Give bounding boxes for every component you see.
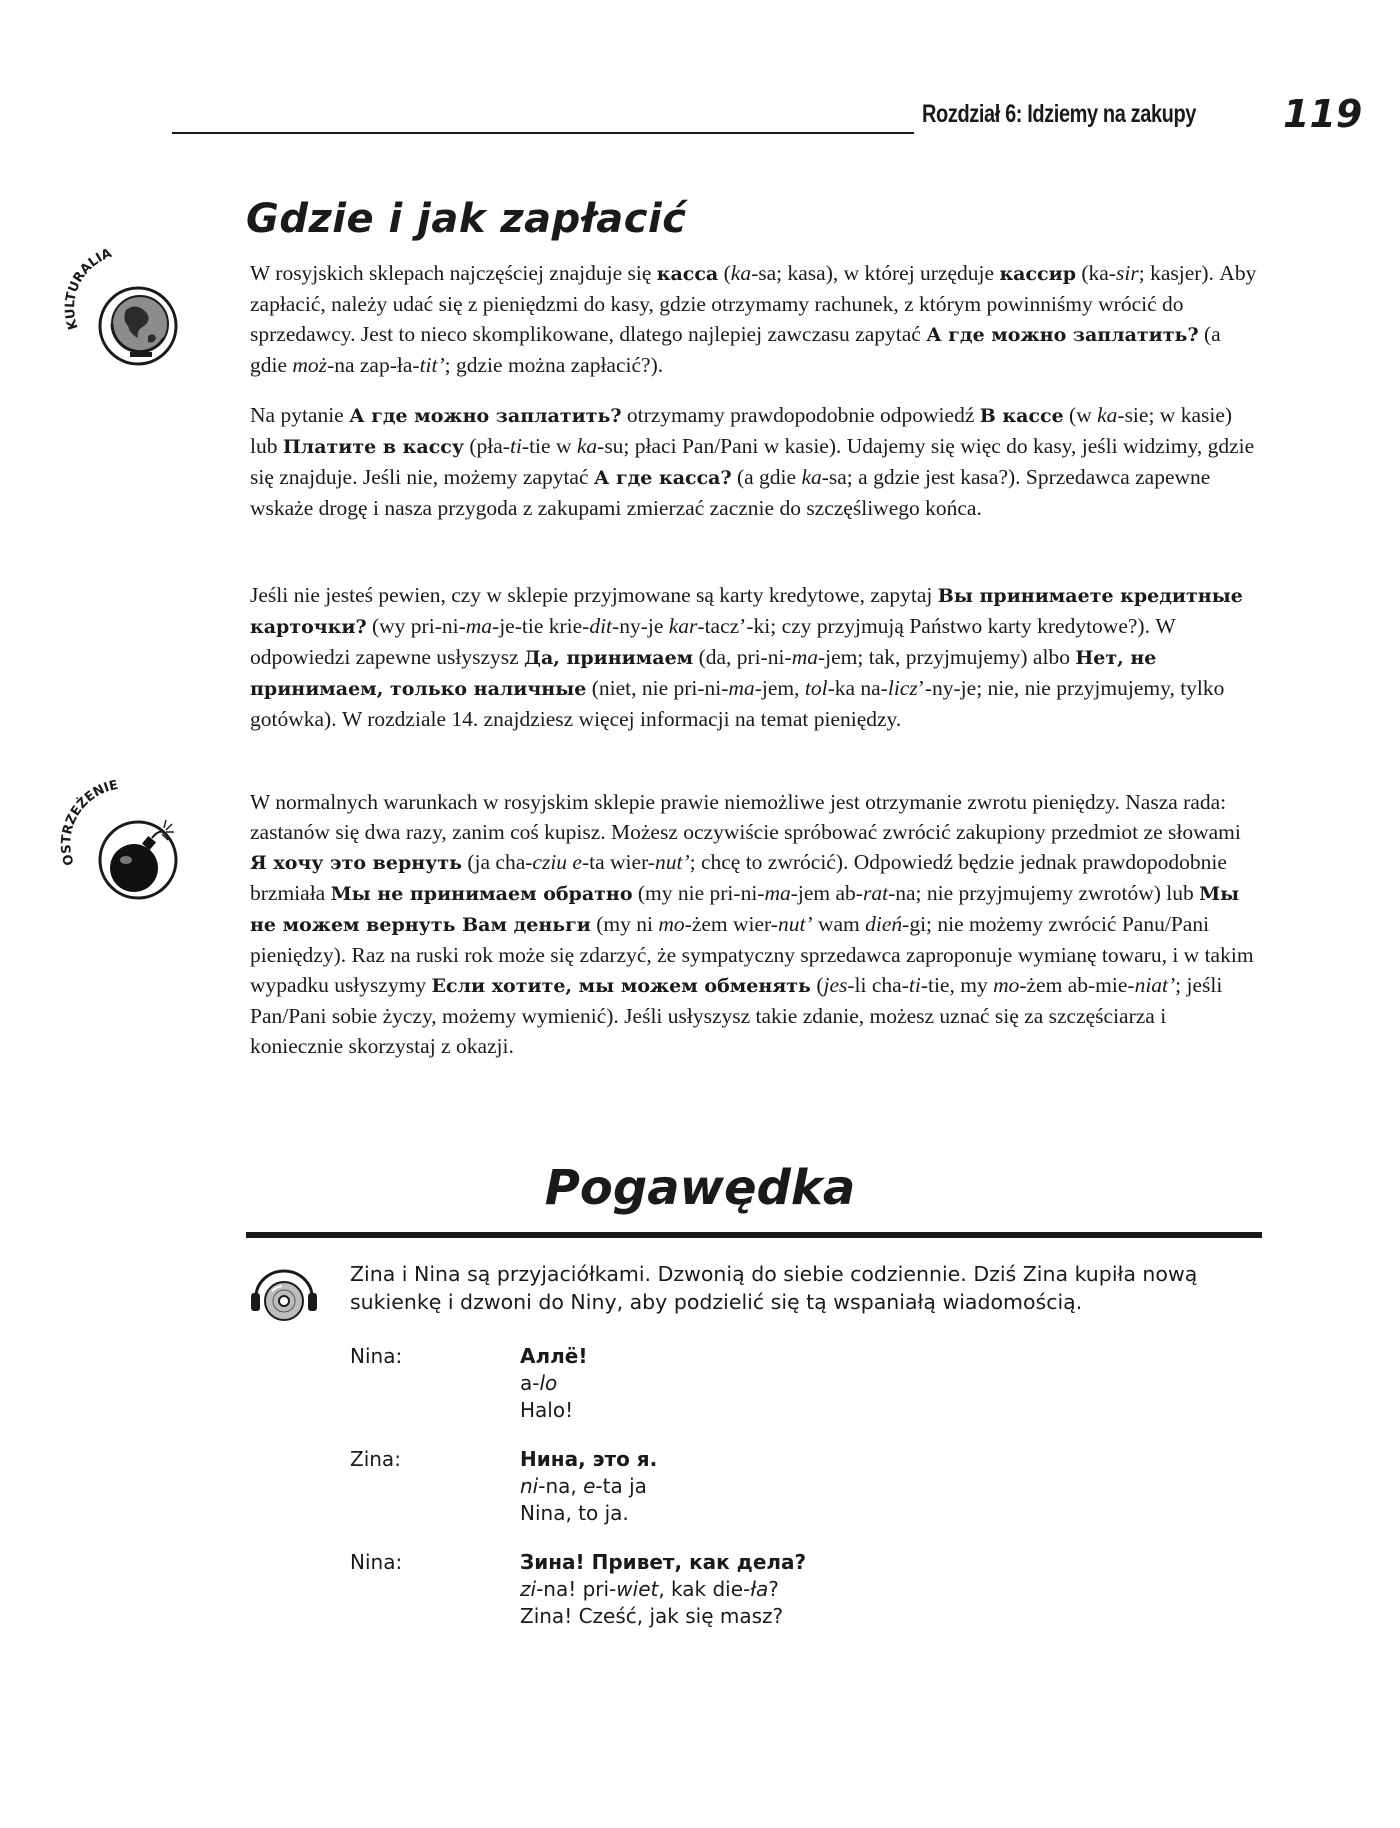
russian-term: Я хочу это вернуть bbox=[250, 852, 462, 874]
page-number: 119 bbox=[1283, 92, 1363, 136]
translation: Nina, to ja. bbox=[520, 1501, 629, 1525]
paragraph-credit-cards: Jeśli nie jesteś pewien, czy w sklepie przyjmowane są karty kredytowe, zapytaj Вы принимаете кредитные карточки? (wy pri-ni-ma-je-tie krie-dit-ny-je kar-tacz’-ki; czy przyjmują Państwo karty kredytowe?). W odpowiedzi zapewne usłyszysz Да, принимаем (da, pri-ni-ma-jem; tak, przyjmujemy) albo Нет, не принимаем, только наличные (niet, nie pri-ni-ma-jem, tol-ka na-licz’-ny-je; nie, nie przyjmujemy, tylko gotówka). W rozdziale 14. znajdziesz więcej informacji na temat pieniędzy. bbox=[250, 583, 1243, 731]
paragraph-where-to-pay: Na pytanie А где можно заплатить? otrzymamy prawdopodobnie odpowiedź В кассе (w ka-sie; w kasie) lub Платите в кассу (pła-ti-tie w ka-su; płaci Pan/Pani w kasie). Udajemy się więc do kasy, jeśli widzimy, gdzie się znajduje. Jeśli nie, możemy zapytać А где касса? (a gdie ka-sa; a gdzie jest kasa?). Sprzedawca zapewne wskaże drogę i nasza przygoda z zakupami zmierzać zacznie do szczęśliwego końca. bbox=[250, 403, 1255, 520]
russian-term: Если хотите, мы можем обменять bbox=[431, 975, 811, 997]
stressed-syllable: zi bbox=[520, 1577, 537, 1601]
stressed-syllable: ma bbox=[465, 614, 493, 638]
stressed-syllable: licz bbox=[887, 676, 918, 700]
russian-term: Нет, не принимаем, только наличные bbox=[250, 647, 1157, 700]
russian-phrase: Нина, это я. bbox=[520, 1447, 658, 1471]
translation: Halo! bbox=[520, 1398, 574, 1422]
globe-icon bbox=[60, 248, 190, 368]
stressed-syllable: rat bbox=[862, 881, 889, 905]
paragraph-payment-intro: W rosyjskich sklepach najczęściej znajduje się касса (ka-sa; kasa), w której urzęduje кассир (ka-sir; kasjer). Aby zapłacić, należy udać się z pieniędzmi do kasy, gdzie otrzymamy rachunek, z którym powinniśmy wrócić do sprzedawcy. Jest to nieco skomplikowane, dlatego najlepiej zawczasu zapytać А где можно заплатить? (a gdie moż-na zap-ła-tit’; gdzie można zapłacić?). bbox=[250, 261, 1257, 377]
russian-term: Мы не можем вернуть Вам деньги bbox=[250, 883, 1240, 936]
stressed-syllable: mo bbox=[993, 973, 1020, 997]
stressed-syllable: ka bbox=[730, 261, 752, 285]
stressed-syllable: e bbox=[583, 1474, 596, 1498]
audio-cd-icon[interactable] bbox=[248, 1263, 320, 1323]
russian-term: Да, принимаем bbox=[524, 647, 694, 669]
russian-term: Платите в кассу bbox=[282, 436, 464, 458]
stressed-syllable: niat’ bbox=[1134, 973, 1176, 997]
culture-icon-label: KULTURALIA bbox=[62, 248, 114, 332]
russian-phrase: Аллё! bbox=[520, 1344, 588, 1368]
speaker-name: Nina: bbox=[350, 1344, 403, 1368]
stressed-syllable: ła bbox=[750, 1577, 769, 1601]
stressed-syllable: wiet bbox=[616, 1577, 659, 1601]
bomb-icon bbox=[60, 780, 190, 905]
dialogue-rule bbox=[246, 1232, 1262, 1238]
russian-term: В кассе bbox=[979, 405, 1064, 427]
russian-term: А где можно заплатить? bbox=[349, 405, 622, 427]
stressed-syllable: ma bbox=[728, 676, 755, 700]
stressed-syllable: tit’ bbox=[419, 353, 445, 377]
russian-term: кассир bbox=[999, 263, 1076, 285]
stressed-syllable: ma bbox=[764, 881, 791, 905]
stressed-syllable: sir bbox=[1116, 261, 1139, 285]
pronunciation: a-lo bbox=[520, 1371, 558, 1395]
russian-term: Мы не принимаем обратно bbox=[330, 883, 633, 905]
header-rule bbox=[172, 132, 914, 134]
russian-term: касса bbox=[656, 263, 719, 285]
running-header-chapter: Rozdział 6: Idziemy na zakupy bbox=[922, 100, 1197, 128]
stressed-syllable: jes bbox=[823, 973, 848, 997]
dialogue-section-title: Pogawędka bbox=[544, 1160, 856, 1216]
speaker-name: Zina: bbox=[350, 1447, 401, 1471]
stressed-syllable: ka bbox=[576, 434, 598, 458]
stressed-syllable: nut’ bbox=[777, 912, 813, 936]
stressed-syllable: ti bbox=[908, 973, 921, 997]
stressed-syllable: mo bbox=[658, 912, 685, 936]
stressed-syllable: moż bbox=[292, 353, 328, 377]
stressed-syllable: kar bbox=[668, 614, 698, 638]
warning-icon-label: OSTRZEŻENIE bbox=[60, 780, 120, 868]
stressed-syllable: tol bbox=[804, 676, 828, 700]
speaker-name: Nina: bbox=[350, 1550, 403, 1574]
russian-term: Вы принимаете кредитные карточки? bbox=[250, 585, 1243, 638]
stressed-syllable: ma bbox=[791, 645, 818, 669]
section-title: Gdzie i jak zapłacić bbox=[246, 196, 687, 242]
russian-term: А где касса? bbox=[593, 467, 732, 489]
stressed-syllable: ti bbox=[509, 434, 522, 458]
pronunciation: zi-na! pri-wiet, kak die-ła? bbox=[520, 1577, 779, 1601]
stressed-syllable: ka bbox=[801, 465, 822, 489]
stressed-syllable: ka bbox=[1097, 403, 1118, 427]
russian-phrase: Зина! Привет, как дела? bbox=[520, 1550, 807, 1574]
pronunciation: ni-na, e-ta ja bbox=[520, 1474, 647, 1498]
dialogue-intro: Zina i Nina są przyjaciółkami. Dzwonią do siebie codziennie. Dziś Zina kupiła nową sukienkę i dzwoni do Niny, aby podzielić się tą wspaniałą wiadomością. bbox=[350, 1262, 1198, 1314]
paragraph-returns-warning: W normalnych warunkach w rosyjskim sklepie prawie niemożliwe jest otrzymanie zwrotu pieniędzy. Nasza rada: zastanów się dwa razy, zanim coś kupisz. Możesz oczywiście spróbować zwrócić zakupiony przedmiot ze słowami Я хочу это вернуть (ja cha-cziu e-ta wier-nut’; chcę to zwrócić). Odpowiedź będzie jednak prawdopodobnie brzmiała Мы не принимаем обратно (my nie pri-ni-ma-jem ab-rat-na; nie przyjmujemy zwrotów) lub Мы не можем вернуть Вам деньги (my ni mo-żem wier-nut’ wam dień-gi; nie możemy zwrócić Panu/Pani pieniędzy). Raz na ruski rok może się zdarzyć, że sympatyczny sprzedawca zaproponuje wymianę towaru, i w takim wypadku usłyszymy Если хотите, мы можем обменять (jes-li cha-ti-tie, my mo-żem ab-mie-niat’; jeśli Pan/Pani sobie życzy, możemy wymienić). Jeśli usłyszysz takie zdanie, możesz uznać się za szczęściarza i koniecznie skorzystaj z okazji. bbox=[250, 790, 1254, 1058]
russian-term: А где можно заплатить? bbox=[926, 324, 1199, 346]
translation: Zina! Cześć, jak się masz? bbox=[520, 1604, 784, 1628]
stressed-syllable: nut’ bbox=[654, 850, 690, 874]
stressed-syllable: cziu e bbox=[532, 850, 582, 874]
stressed-syllable: dit bbox=[589, 614, 613, 638]
stressed-syllable: lo bbox=[539, 1371, 558, 1395]
stressed-syllable: dień bbox=[865, 912, 903, 936]
stressed-syllable: ni bbox=[520, 1474, 539, 1498]
